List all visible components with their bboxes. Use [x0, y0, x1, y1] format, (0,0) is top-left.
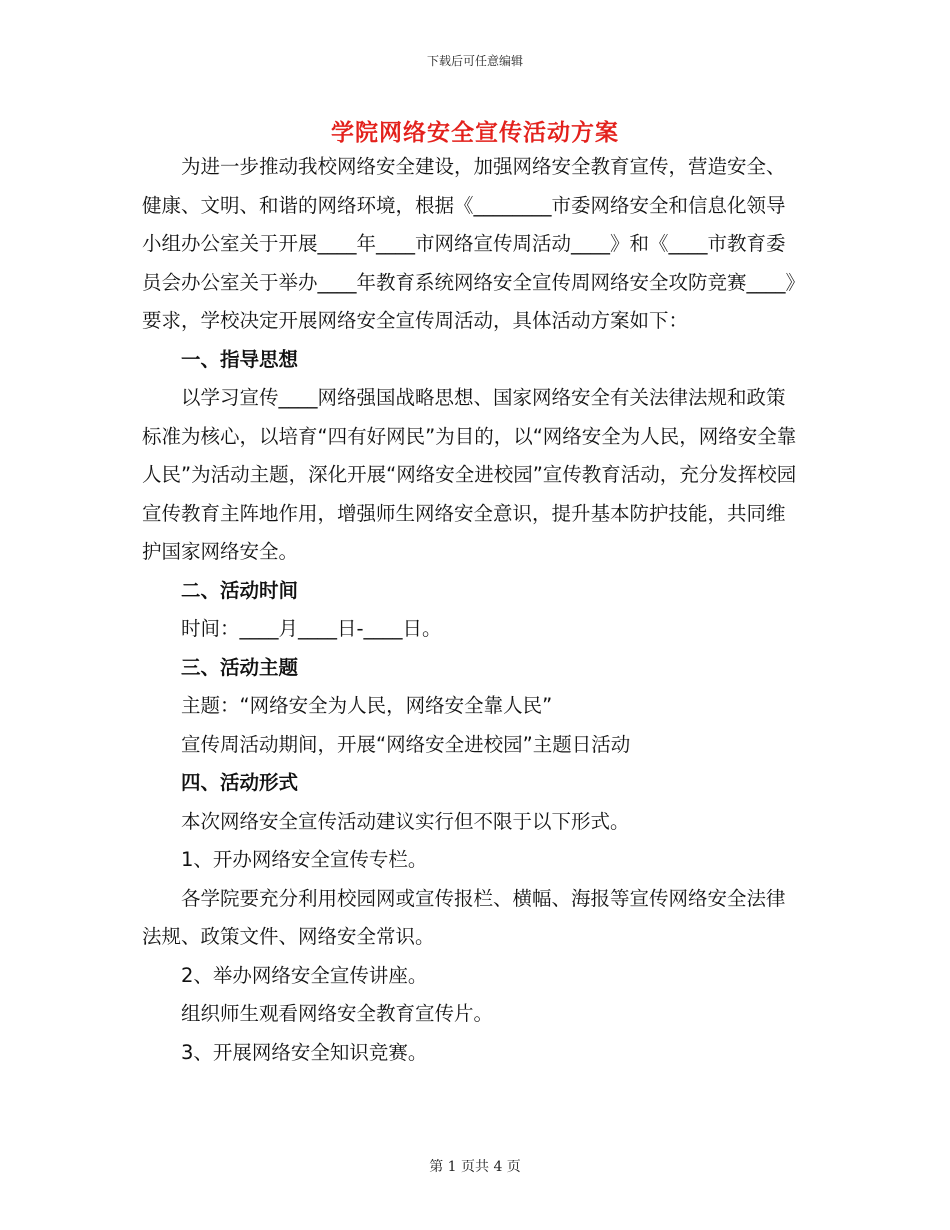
- list-item-title-1: 1、开办网络安全宣传专栏。: [181, 848, 428, 871]
- activity-form-intro: 本次网络安全宣传活动建议实行但不限于以下形式。: [181, 809, 630, 833]
- header-note: 下载后可任意编辑: [426, 54, 523, 68]
- activity-theme-text: 主题：“网络安全为人民，网络安全靠人民”: [181, 694, 553, 717]
- guiding-thought-paragraph: 以学习宣传____网络强国战略思想、国家网络安全有关法律法规和政策标准为核心，以培育“四有好网民”为目的，以“网络安全为人民，网络安全靠人民”为活动主题，深化开展“网络安全进校园”宣传教育活动，充分发挥校园宣传教育主阵地作用，增强师生网络安全意识，提升基本防护技能，共同维护国家网络安全。: [142, 386, 797, 563]
- section-heading-guiding-thought: 一、指导思想: [181, 347, 299, 371]
- activity-time-text: 时间：____月____日-____日。: [181, 617, 442, 640]
- document-title: 学院网络安全宣传活动方案: [331, 119, 619, 146]
- list-item-text-2: 组织师生观看网络安全教育宣传片。: [181, 1002, 494, 1025]
- intro-paragraph: 为进一步推动我校网络安全建设，加强网络安全教育宣传，营造安全、健康、文明、和谐的网络环境，根据《________市委网络安全和信息化领导小组办公室关于开展____年____市网络宣传周活动____》和《____市教育委员会办公室关于举办____年教育系统网络安全宣传周网络安全攻防竞赛____》要求，学校决定开展网络安全宣传周活动，具体活动方案如下：: [142, 155, 796, 332]
- section-heading-activity-theme: 三、活动主题: [181, 655, 299, 679]
- section-heading-activity-form: 四、活动形式: [181, 771, 299, 794]
- list-item-title-2: 2、举办网络安全宣传讲座。: [181, 963, 428, 987]
- theme-day-text: 宣传周活动期间，开展“网络安全进校园”主题日活动: [181, 732, 631, 756]
- document-body: [142, 148, 804, 1072]
- page-footer: 第 1 页共 4 页: [429, 1159, 521, 1175]
- section-heading-activity-time: 二、活动时间: [181, 578, 299, 602]
- list-item-title-3: 3、开展网络安全知识竞赛。: [181, 1040, 428, 1064]
- list-item-text-1: 各学院要充分利用校园网或宣传报栏、横幅、海报等宣传网络安全法律法规、政策文件、网络安全常识。: [142, 886, 786, 948]
